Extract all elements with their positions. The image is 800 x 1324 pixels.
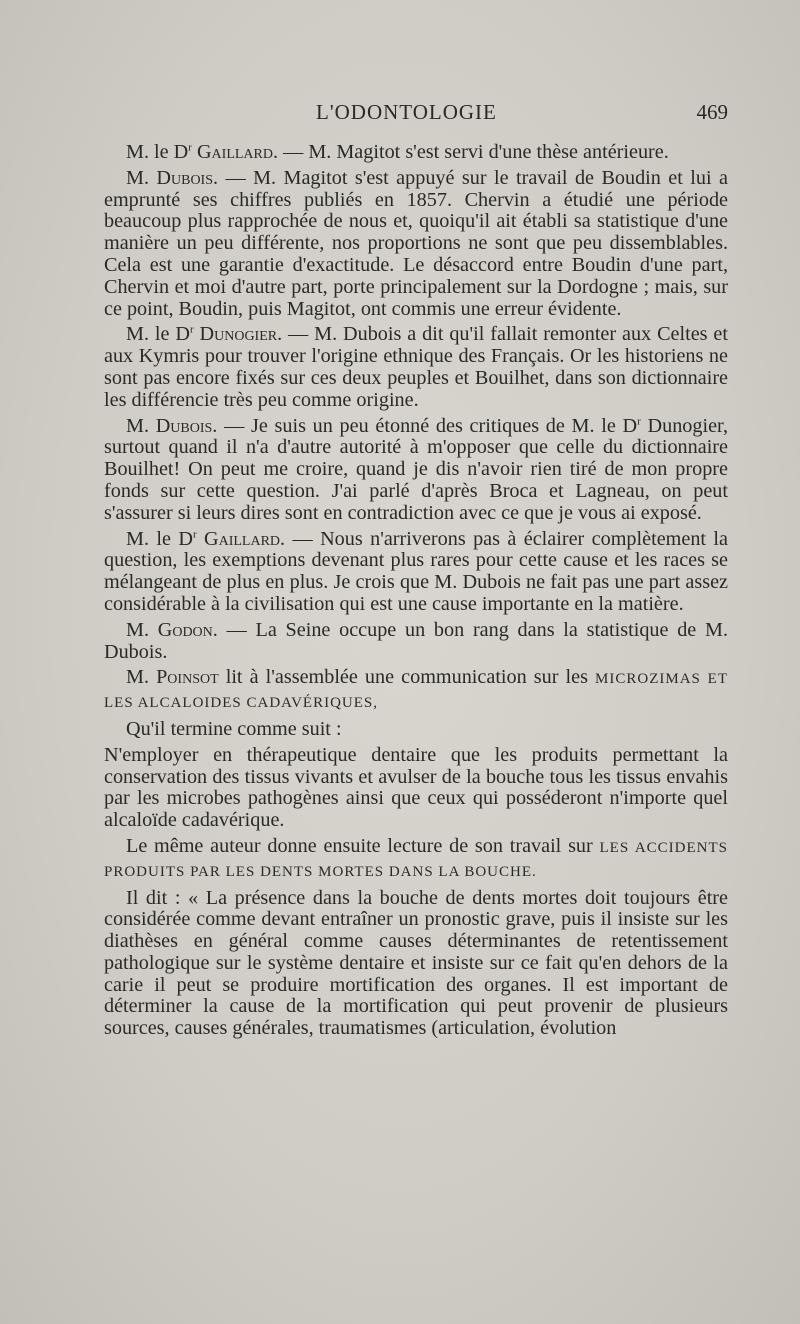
speaker-name: Gaillard. <box>196 141 279 163</box>
work-title: LES ACCIDENTS PRODUITS PAR LES DENTS MORTES DANS LA BOUCHE. <box>104 839 728 880</box>
paragraph: Le même auteur donne ensuite lecture de son travail sur LES ACCIDENTS PRODUITS PAR LES DENTS MORTES DANS LA BOUCHE. <box>104 834 728 880</box>
paragraph: M. Godon. — La Seine occupe un bon rang dans la statistique de M. Dubois. <box>104 618 729 663</box>
paragraph: Il dit : « La présence dans la bouche de dents mortes doit toujours être considérée comme devant entraîner un pronostic grave, puis il insiste sur les diathèses en général comme causes déterminantes de retentissement pathologique sur le système dentaire et insiste sur ce fait qu'en dehors de la carie il peut se produire mortification des organes. Il est important de déterminer la cause de la mortification qui peut provenir de plusieurs sources, causes générales, traumatismes (articulation, évolution <box>104 886 728 1040</box>
paragraph: M. Dubois. — Je suis un peu étonné des critiques de M. le $D^r$ Dunogier, surtout quand il n'a d'autre autorité à m'opposer que celle du dictionnaire Bouilhet! On peut me croire, quand je dis n'avoir rien tiré de mon propre fonds sur cette question. J'ai parlé d'après Broca et Lagneau, on peut s'assurer si leurs dires sont en contradiction avec ce que je vous ai exposé. <box>104 414 729 524</box>
body-text <box>104 142 728 1044</box>
speaker-name: Dunogier. <box>199 323 283 346</box>
paragraph: M. le $D^r$ Dunogier. — M. Dubois a dit qu'il fallait remonter aux Celtes et aux Kymris pour trouver l'origine ethnique des Français. Or les historiens ne sont pas encore fixés sur ces deux peuples et Bouilhet, dans son dictionnaire les différencie très peu comme origine. <box>104 323 728 411</box>
paragraph: M. Dubois. — M. Magitot s'est appuyé sur le travail de Boudin et lui a emprunté ses chiffres publiés en 1857. Chervin a étudié une période beaucoup plus rapprochée de nous et, quoiqu'il ait établi sa statistique d'une manière un peu différente, nos proportions ne sont que peu dissemblables. Cela est une garantie d'exactitude. Le désaccord entre Boudin d'une part, Chervin et moi d'autre part, porte principalement sur la Dordogne ; mais, sur ce point, Boudin, puis Magitot, ont commis une erreur évidente. <box>104 166 728 320</box>
speaker-name: Poinsot <box>156 666 219 689</box>
page-number: 469 <box>696 100 728 124</box>
paragraph: M. le $D^r$ Gaillard. — Nous n'arriverons pas à éclairer complètement la question, les exemptions devenant plus rares pour cette cause et les races se mélangeant de plus en plus. Je crois que M. Dubois ne fait pas une part assez considérable à la civilisation qui est une cause importante en la matière. <box>104 527 728 615</box>
page-header <box>104 100 728 130</box>
speaker-name: Gaillard. <box>204 527 286 550</box>
paragraph: M. le $D^r$ Gaillard. — M. Magitot s'est servi d'une thèse antérieure. <box>126 141 669 163</box>
running-title: L'ODONTOLOGIE <box>316 100 497 124</box>
paragraph: Qu'il termine comme suit : <box>126 717 342 740</box>
speaker-name: Godon. <box>157 618 218 641</box>
paragraph: M. Poinsot lit à l'assemblée une communication sur les MICROZIMAS ET LES ALCALOIDES CADAVÉRIQUES, <box>104 666 728 712</box>
paragraph: N'employer en thérapeutique dentaire que les produits permettant la conservation des tissus vivants et avulser de la bouche tous les tissus envahis par les microbes pathogènes ainsi que ceux qui posséderont n'importe quel alcaloïde cadavérique. <box>104 743 728 832</box>
speaker-name: Dubois. <box>156 166 219 189</box>
communication-title: MICROZIMAS ET LES ALCALOIDES CADAVÉRIQUES, <box>104 671 728 712</box>
speaker-name: Dubois. <box>155 414 218 437</box>
